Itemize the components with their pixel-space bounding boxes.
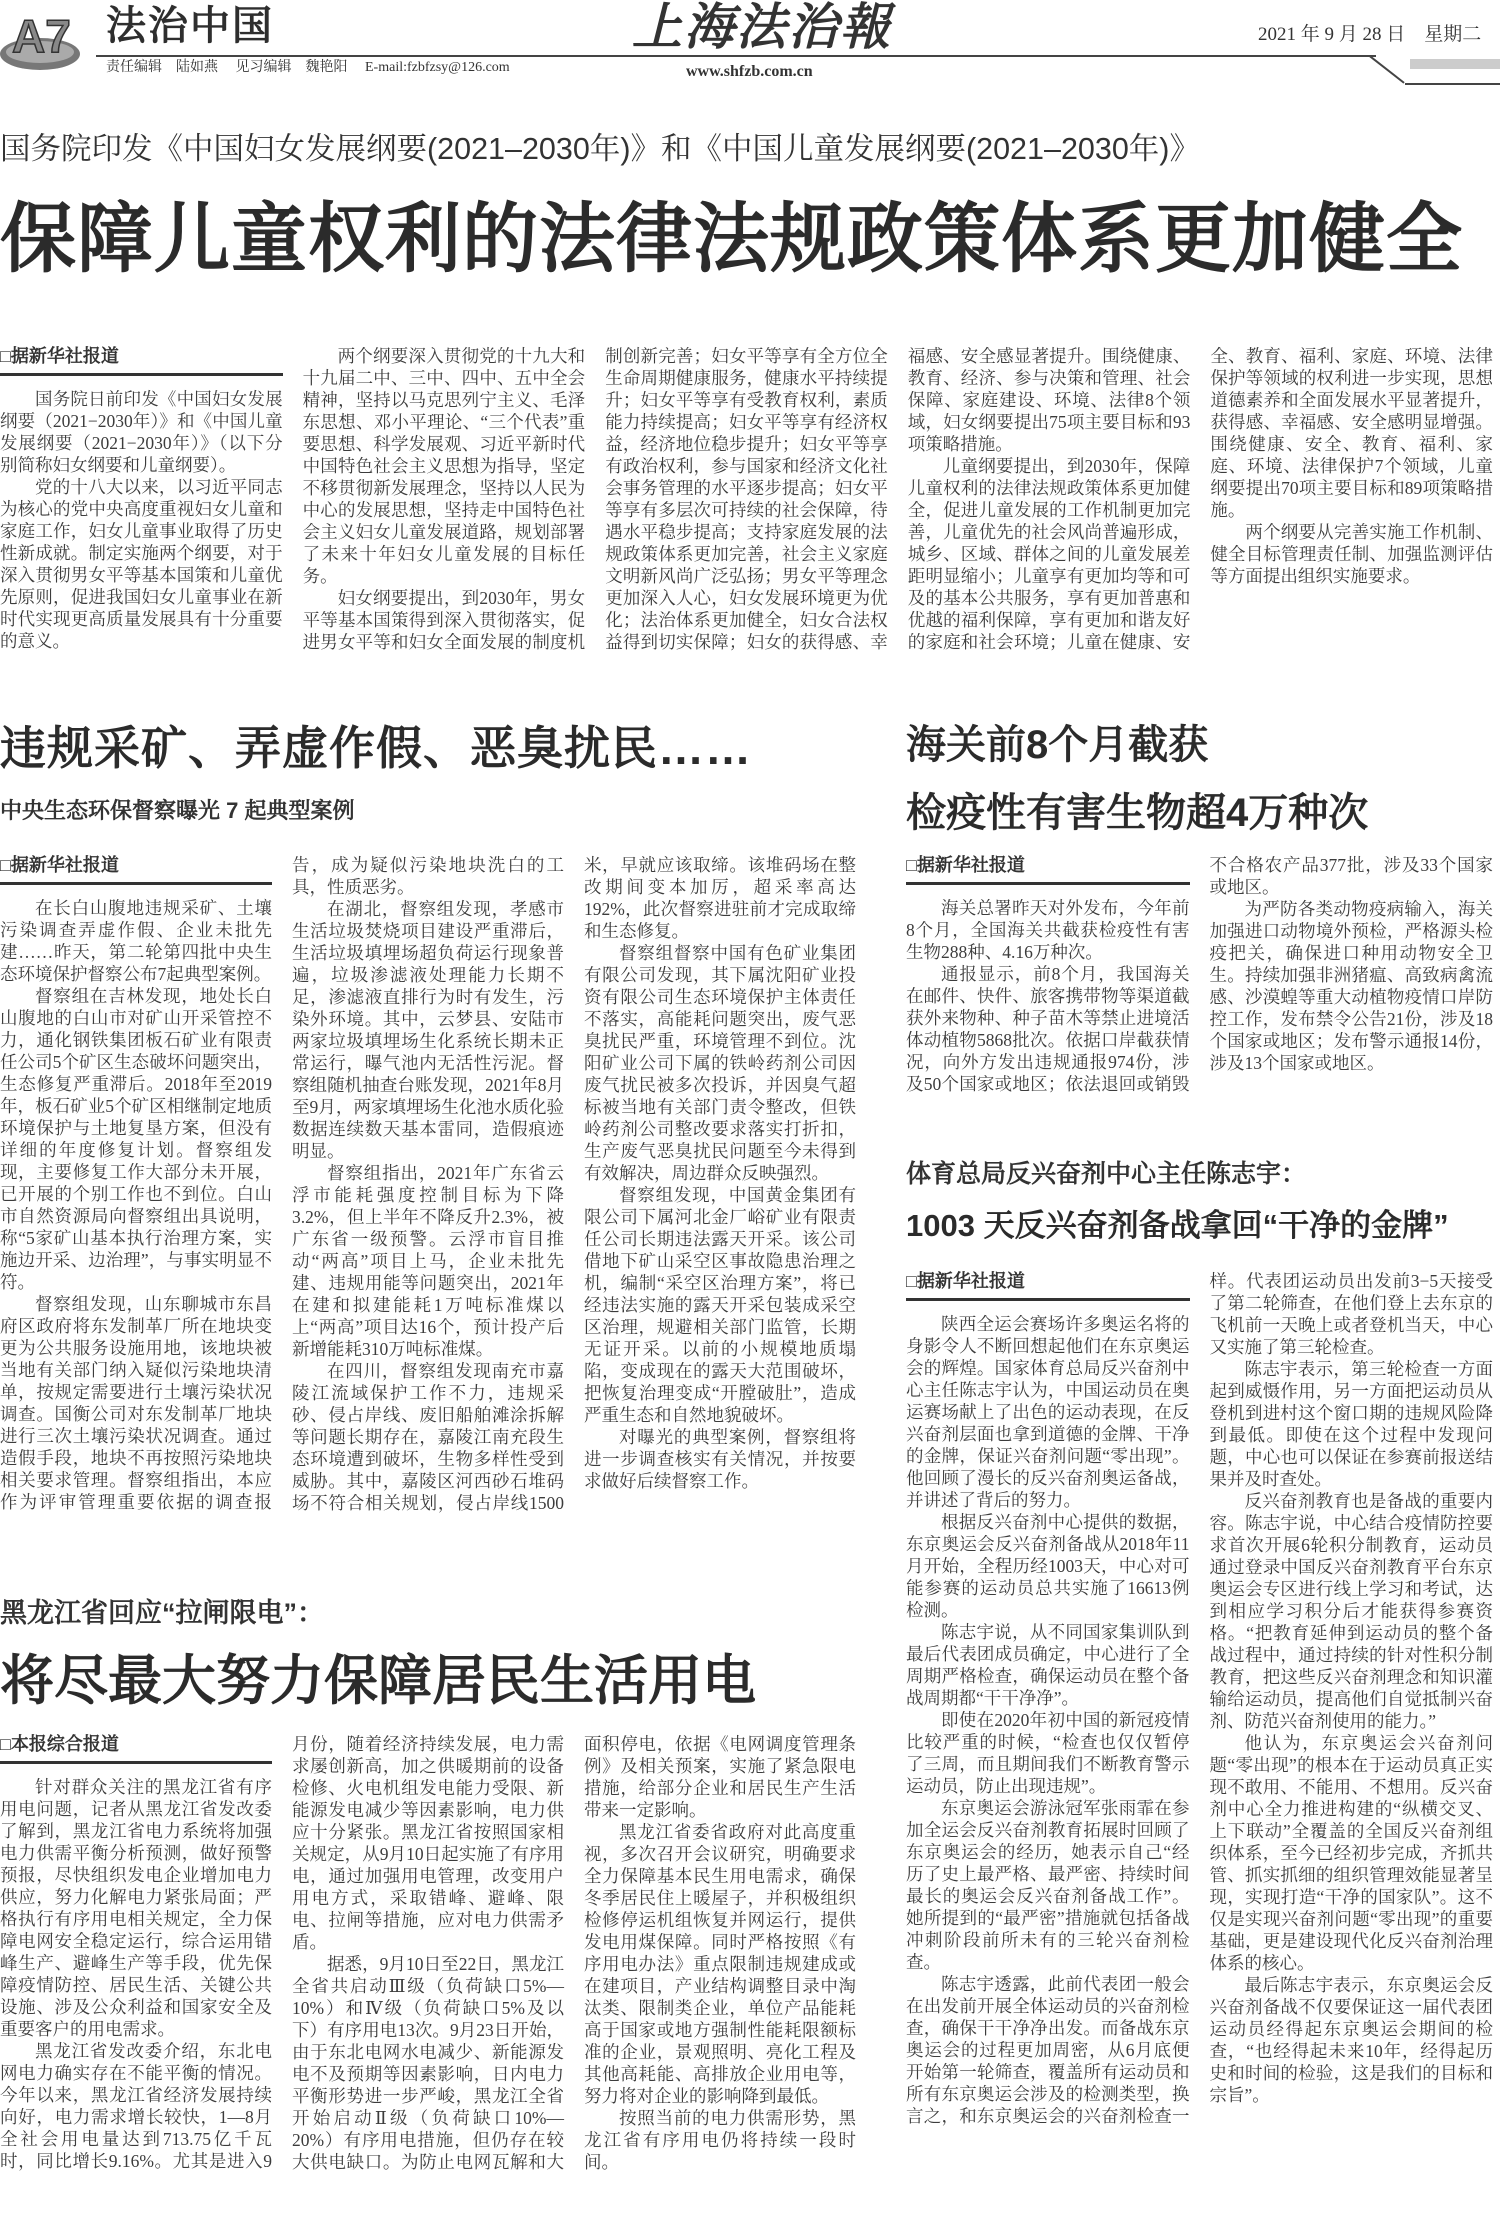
article-paragraph: 妇女纲要提出，到2030年，男女平等基本国策得到深入贯彻落实，促进男女平等和妇女全面发展的制度机制创新完善；妇女平等享有全方位全生命周期健康服务，健康水平持续提升；妇女平等享有受教育权利，素质能力持续提高；妇女平等享有经济权益，经济地位稳步提升；妇女平等享有政治权利，参与国家和经济文化社会事务管理的水平逐步提高；妇女平等享有多层次可持续的社会保障，待遇水平稳步提高；支持家庭发展的法规政策体系更加完善，社会主义家庭文明新风尚广泛弘扬；男女平等理念更加深入人心，妇女发展环境更为优化；法治体系更加健全，妇女合法权益得到切实保障；妇女的获得感、幸福感、安全感显著提升。围绕健康、教育、经济、参与决策和管理、社会保障、家庭建设、环境、法律8个领域，妇女纲要提出75项主要目标和93项策略措施。 bbox=[302, 346, 1191, 652]
article-body bbox=[906, 854, 1493, 1095]
article-source: □据新华社报道 bbox=[0, 345, 283, 376]
article-paragraph: 为严防各类动物疫病输入，海关加强进口动物境外预检，严格源头检疫把关，确保进口种用动物安全卫生。持续加强非洲猪瘟、高致病禽流感、沙漠蝗等重大动植物疫情口岸防控工作，发布禁令公告21份，涉及18个国家或地区；发布警示通报14份，涉及13个国家或地区。 bbox=[1209, 899, 1493, 1073]
article-kicker: 黑龙江省回应“拉闸限电”： bbox=[0, 1598, 324, 1628]
article-paragraph: 国务院日前印发《中国妇女发展纲要（2021−2030年）》和《中国儿童发展纲要（2021−2030年）》（以下分别简称妇女纲要和儿童纲要）。 bbox=[0, 389, 283, 475]
article-paragraph: 通报显示，前8个月，我国海关在邮件、快件、旅客携带物等渠道截获外来物种、种子苗木等禁止进境活体动植物5868批次。依据口岸截获情况，向外方发出违规通报974份，涉及50个国家或地区；依法退回或销毁不合格农产品377批，涉及33个国家或地区。 bbox=[906, 855, 1493, 1094]
article-paragraph: 对曝光的典型案例，督察组将进一步调查核实有关情况，并按要求做好后续督察工作。 bbox=[584, 1427, 856, 1491]
article-paragraph: 即使在2020年初中国的新冠疫情比较严重的时候，“检查也仅仅暂停了三周，而且期间我们不断教育警示运动员，防止出现违规”。 bbox=[906, 1710, 1190, 1796]
article-paragraph: 督察组督察中国有色矿业集团有限公司发现，其下属沈阳矿业投资有限公司生态环境保护主体责任不落实，高能耗问题突出，废气恶臭扰民严重，环境管理不到位。沈阳矿业公司下属的铁岭药剂公司因废气扰民被多次投诉，并因臭气超标被当地有关部门责令整改，但铁岭药剂公司整改要求落实打折扣，生产废气恶臭扰民问题至今未得到有效解决，周边群众反映强烈。 bbox=[584, 943, 856, 1183]
article-paragraph: 反兴奋剂教育也是备战的重要内容。陈志宇说，中心结合疫情防控要求首次开展6轮积分制教育，运动员通过登录中国反兴奋剂教育平台东京奥运会专区进行线上学习和考试，达到相应学习积分后才能获得参赛资格。“把教育延伸到运动员的整个备战过程中，通过持续的针对性积分制教育，把这些反兴奋剂理念和知识灌输给运动员，提高他们自觉抵制兴奋剂、防范兴奋剂使用的能力。” bbox=[1209, 1491, 1493, 1731]
article-paragraph: 督察组指出，2021年广东省云浮市能耗强度控制目标为下降3.2%，但上半年不降反升2.3%，被广东省一级预警。云浮市盲目推动“两高”项目上马，企业未批先建、违规用能等问题突出，2021年在建和拟建能耗1万吨标准煤以上“两高”项目达16个，预计投产后新增能耗310万吨标准煤。 bbox=[292, 1163, 564, 1359]
page-badge-text: A7 bbox=[12, 10, 71, 62]
article-body bbox=[0, 854, 856, 1514]
article-paragraph: 陕西全运会赛场许多奥运名将的身影令人不断回想起他们在东京奥运会的辉煌。国家体育总局反兴奋剂中心主任陈志宇认为，中国运动员在奥运赛场献上了出色的运动表现，在反兴奋剂层面也拿到道德的金牌、干净的金牌，保证兴奋剂问题“零出现”。他回顾了漫长的反兴奋剂奥运备战，并讲述了背后的努力。 bbox=[906, 1314, 1190, 1510]
article-headline: 检疫性有害生物超4万种次 bbox=[906, 791, 1369, 835]
article-body bbox=[0, 1733, 856, 2173]
article-subheadline: 中央生态环保督察曝光 7 起典型案例 bbox=[0, 798, 355, 823]
article-body bbox=[906, 1270, 1493, 2127]
article-paragraph: 他认为，东京奥运会兴奋剂问题“零出现”的根本在于运动员真正实现不敢用、不能用、不想用。反兴奋剂中心全力推进构建的“纵横交叉、上下联动”全覆盖的全国反兴奋剂组织体系，至今已经初步完成，齐抓共管、抓实抓细的组织管理效能显著呈现，实现打造“干净的国家队”。这不仅是实现兴奋剂问题“零出现”的重要基础，更是建设现代化反兴奋剂治理体系的核心。 bbox=[1209, 1733, 1493, 1973]
article-paragraph: 东京奥运会游泳冠军张雨霏在参加全运会反兴奋剂教育拓展时回顾了东京奥运会的经历，她表示自己“经历了史上最严格、最严密、持续时间最长的奥运会反兴奋剂备战工作”。她所提到的“最严密”措施就包括备战冲刺阶段前所未有的三轮兴奋剂检查。 bbox=[906, 1798, 1190, 1972]
article-source: □本报综合报道 bbox=[0, 1733, 272, 1764]
header-rule bbox=[1405, 83, 1500, 85]
article-headline: 违规采矿、弄虚作假、恶臭扰民…… bbox=[0, 722, 752, 774]
article-paragraph: 督察组发现，中国黄金集团有限公司下属河北金厂峪矿业有限责任公司长期违法露天开采。该公司借地下矿山采空区事故隐患治理之机，编制“采空区治理方案”，将已经违法实施的露天开采包装成采空区治理，规避相关部门监管，长期无证开采。以前的小规模地质塌陷，变成现在的露天大范围破坏，把恢复治理变成“开膛破肚”，造成严重生态和自然地貌破坏。 bbox=[584, 1185, 856, 1425]
article-paragraph: 两个纲要从完善实施工作机制、健全目标管理责任制、加强监测评估等方面提出组织实施要求。 bbox=[1210, 522, 1493, 586]
article-headline: 保障儿童权利的法律法规政策体系更加健全 bbox=[0, 197, 1463, 282]
article-paragraph: 两个纲要深入贯彻党的十九大和十九届二中、三中、四中、五中全会精神，坚持以马克思列宁主义、毛泽东思想、邓小平理论、“三个代表”重要思想、科学发展观、习近平新时代中国特色社会主义思想为指导，坚定不移贯彻新发展理念，坚持以人民为中心的发展思想，坚持走中国特色社会主义妇女儿童发展道路，规划部署了未来十年妇女儿童发展的目标任务。 bbox=[302, 346, 586, 586]
article-paragraph: 督察组发现，山东聊城市东昌府区政府将东发制革厂所在地块变更为公共服务设施用地，该地块被当地有关部门纳入疑似污染地块清单，按规定需要进行土壤污染状况调查。国衡公司对东发制革厂地块进行三次土壤污染状况调查。通过造假手段，地块不再按照污染地块相关要求管理。督察组指出，本应作为评审管理重要依据的调查报告，成为疑似污染地块洗白的工具，性质恶劣。 bbox=[0, 855, 564, 1512]
article-paragraph: 督察组在吉林发现，地处长白山腹地的白山市对矿山开采管控不力，通化钢铁集团板石矿业有限责任公司5个矿区生态破坏问题突出，生态修复严重滞后。2018年至2019年，板石矿业5个矿区相继制定地质环境保护与土地复垦方案，但没有详细的年度修复计划。督察组发现，主要修复工作大部分未开展，已开展的个别工作也不到位。白山市自然资源局向督察组出具说明，称“5家矿山基本执行治理方案，实施边开采、边治理”，与事实明显不符。 bbox=[0, 986, 272, 1292]
article-paragraph: 黑龙江省委省政府对此高度重视，多次召开会议研究，明确要求全力保障基本民生用电需求，确保冬季居民住上暖屋子，并积极组织检修停运机组恢复并网运行，提供发电用煤保障。同时严格按照《有序用电办法》重点限制违规建成或在建项目，产业结构调整目录中淘汰类、限制类企业，单位产品能耗高于国家或地方强制性能耗限额标准的企业，景观照明、亮化工程及其他高耗能、高排放企业用电等，努力将对企业的影响降到最低。 bbox=[584, 1822, 856, 2106]
article-paragraph: 据悉，9月10日至22日，黑龙江全省共启动Ⅲ级（负荷缺口5%—10%）和Ⅳ级（负荷缺口5%及以下）有序用电13次。9月23日开始，由于东北电网水电减少、新能源发电不及预期等因素影响，日内电力平衡形势进一步严峻，黑龙江全省开始启动Ⅱ级（负荷缺口10%—20%）有序用电措施，但仍存在较大供电缺口。为防止电网瓦解和大面积停电，依据《电网调度管理条例》及相关预案，实施了紧急限电措施，给部分企业和居民生产生活带来一定影响。 bbox=[292, 1734, 856, 2172]
article-paragraph: 陈志宇说，从不同国家集训队到最后代表团成员确定，中心进行了全周期严格检查，确保运动员在整个备战周期都“干干净净”。 bbox=[906, 1622, 1190, 1708]
article-kicker: 国务院印发《中国妇女发展纲要(2021–2030年)》和《中国儿童发展纲要(2021–2030年)》 bbox=[0, 132, 1200, 166]
editor-email: E-mail:fzbfzsy@126.com bbox=[365, 60, 510, 75]
newspaper-masthead-logo: 上海法治報 bbox=[632, 0, 892, 55]
article-paragraph: 最后陈志宇表示，东京奥运会反兴奋剂备战不仅要保证这一届代表团运动员经得起东京奥运会期间的检查，“也经得起未来10年，经得起历史和时间的检验，这是我们的目标和宗旨”。 bbox=[1209, 1975, 1493, 2105]
page-number-badge bbox=[0, 2, 96, 74]
article-paragraph: 针对群众关注的黑龙江省有序用电问题，记者从黑龙江省发改委了解到，黑龙江省电力系统将加强电力供需平衡分析预测，做好预警预报，尽快组织发电企业增加电力供应，努力化解电力紧张局面；严格执行有序用电相关规定，全力保障电网安全稳定运行，综合运用错峰生产、避峰生产等手段，优先保障疫情防控、居民生活、关键公共设施、涉及公众利益和国家安全及重要客户的用电需求。 bbox=[0, 1777, 272, 2039]
article-paragraph: 根据反兴奋剂中心提供的数据，东京奥运会反兴奋剂备战从2018年11月开始，全程历经1003天，中心对可能参赛的运动员总共实施了16613例检测。 bbox=[906, 1512, 1190, 1620]
article-headline: 将尽最大努力保障居民生活用电 bbox=[0, 1651, 756, 1711]
editor-credits bbox=[106, 60, 524, 77]
article-paragraph: 陈志宇表示，第三轮检查一方面起到威慑作用，另一方面把运动员从登机到进村这个窗口期的违规风险降到最低。即使在这个过程中发现问题，中心也可以保证在参赛前报送结果并及时查处。 bbox=[1209, 1359, 1493, 1489]
article-body bbox=[0, 345, 1493, 653]
website-url[interactable]: www.shfzb.com.cn bbox=[686, 63, 813, 80]
article-headline: 1003 天反兴奋剂备战拿回“干净的金牌” bbox=[906, 1208, 1449, 1243]
article-source: □据新华社报道 bbox=[906, 1270, 1190, 1301]
article-paragraph: 陈志宇透露，此前代表团一般会在出发前开展全体运动员的兴奋剂检查，确保干干净净出发。而备战东京奥运会的过程更加周密，从6月底便开始第一轮筛查，覆盖所有运动员和所有东京奥运会涉及的检测类型，换言之，和东京奥运会的兴奋剂检查一样。代表团运动员出发前3−5天接受了第二轮筛查，在他们登上去东京的飞机前一天晚上或者登机当天，中心又实施了第三轮检查。 bbox=[906, 1271, 1493, 2126]
header-gray-bar bbox=[1410, 59, 1500, 69]
section-title: 法治中国 bbox=[106, 4, 274, 48]
article-paragraph: 黑龙江省发改委介绍，东北电网电力确实存在不能平衡的情况。今年以来，黑龙江省经济发展持续向好，电力需求增长较快，1—8月全社会用电量达到713.75亿千瓦时，同比增长9.16%。尤其是进入9月份，随着经济持续发展，电力需求屡创新高，加之供暖期前的设备检修、火电机组发电能力受限、新能源发电减少等因素影响，电力供应十分紧张。黑龙江省按照国家相关规定，从9月10日起实施了有序用电，通过加强用电管理，改变用户用电方式，采取错峰、避峰、限电、拉闸等措施，应对电力供需矛盾。 bbox=[0, 1734, 564, 2171]
article-source: □据新华社报道 bbox=[0, 854, 272, 885]
article-source: □据新华社报道 bbox=[906, 854, 1190, 885]
article-paragraph: 在四川，督察组发现南充市嘉陵江流域保护工作不力，违规采砂、侵占岸线、废旧船舶滩涂拆解等问题长期存在，嘉陵江南充段生态环境遭到破坏，生物多样性受到威胁。其中，嘉陵区河西砂石堆码场不符合相关规划，侵占岸线1500米，早就应该取缔。该堆码场在整改期间变本加厉，超采率高达192%，此次督察进驻前才完成取缔和生态修复。 bbox=[292, 855, 856, 1513]
issue-date: 2021 年 9 月 28 日 星期二 bbox=[1258, 24, 1482, 45]
article-paragraph: 在长白山腹地违规采矿、土壤污染调查弄虚作假、企业未批先建……昨天，第二轮第四批中央生态环境保护督察公布7起典型案例。 bbox=[0, 898, 272, 984]
article-paragraph: 儿童纲要提出，到2030年，保障儿童权利的法律法规政策体系更加健全，促进儿童发展的工作机制更加完善，儿童优先的社会风尚普遍形成，城乡、区域、群体之间的儿童发展差距明显缩小；儿童享有更加均等和可及的基本公共服务，享有更加普惠和优越的福利保障，享有更加和谐友好的家庭和社会环境；儿童在健康、安全、教育、福利、家庭、环境、法律保护等领域的权利进一步实现，思想道德素养和全面发展水平显著提升，获得感、幸福感、安全感明显增强。围绕健康、安全、教育、福利、家庭、环境、法律保护7个领域，儿童纲要提出70项主要目标和89项策略措施。 bbox=[907, 346, 1493, 652]
header-rule bbox=[1369, 55, 1405, 84]
article-paragraph: 按照当前的电力供需形势，黑龙江省有序用电仍将持续一段时间。 bbox=[584, 2108, 856, 2172]
article-paragraph: 在湖北，督察组发现，孝感市生活垃圾焚烧项目建设严重滞后，生活垃圾填埋场超负荷运行现象普遍，垃圾渗滤液处理能力长期不足，渗滤液直排行为时有发生，污染外环境。其中，云梦县、安陆市两家垃圾填埋场生化系统长期未正常运行，曝气池内无活性污泥。督察组随机抽查台账发现，2021年8月至9月，两家填埋场生化池水质化验数据连续数天基本雷同，造假痕迹明显。 bbox=[292, 899, 564, 1161]
article-kicker: 体育总局反兴奋剂中心主任陈志宇： bbox=[906, 1160, 1307, 1188]
editor-credit: 责任编辑 陆如燕 bbox=[106, 60, 218, 75]
article-headline: 海关前8个月截获 bbox=[906, 723, 1209, 767]
article-paragraph: 海关总署昨天对外发布，今年前8个月，全国海关共截获检疫性有害生物288种、4.16万种次。 bbox=[906, 898, 1190, 962]
header-rule bbox=[96, 55, 1376, 57]
editor-credit: 见习编辑 魏艳阳 bbox=[235, 60, 348, 75]
article-paragraph: 党的十八大以来，以习近平同志为核心的党中央高度重视妇女儿童和家庭工作，妇女儿童事业取得了历史性新成就。制定实施两个纲要，对于深入贯彻男女平等基本国策和儿童优先原则，促进我国妇女儿童事业在新时代实现更高质量发展具有十分重要的意义。 bbox=[0, 477, 283, 651]
